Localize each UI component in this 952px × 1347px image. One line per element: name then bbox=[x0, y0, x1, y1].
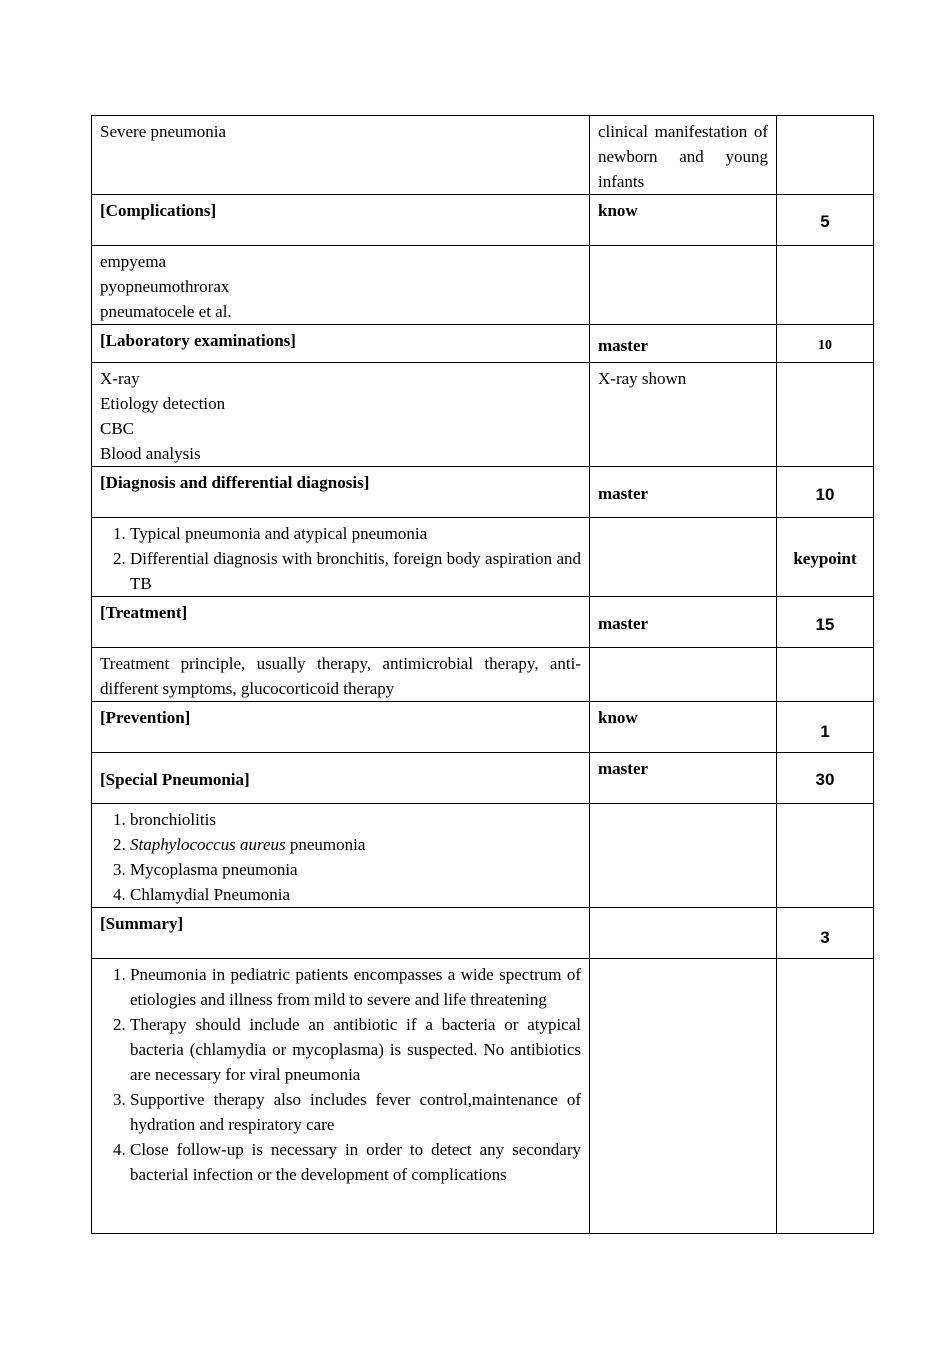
list-item: 4. Chlamydial Pneumonia bbox=[130, 882, 581, 907]
syllabus-table bbox=[91, 115, 874, 1234]
organism-name: Staphylococcus aureus bbox=[130, 835, 286, 854]
score-cell: 10 bbox=[777, 325, 874, 363]
list-item: 1. Typical pneumonia and atypical pneumonia bbox=[130, 521, 581, 546]
requirement-cell bbox=[590, 246, 777, 325]
table-row bbox=[92, 908, 874, 959]
section-heading: [Diagnosis and differential diagnosis] bbox=[92, 467, 590, 518]
section-heading: [Complications] bbox=[92, 195, 590, 246]
table-row bbox=[92, 753, 874, 804]
list-item: 3. Supportive therapy also includes fever control,maintenance of hydration and respiratory care bbox=[130, 1087, 581, 1137]
section-heading: [Special Pneumonia] bbox=[92, 753, 590, 804]
table-row bbox=[92, 702, 874, 753]
numbered-list bbox=[100, 521, 581, 596]
list-item: empyema bbox=[100, 252, 167, 271]
list-item: pneumatocele et al. bbox=[100, 302, 232, 321]
list-item: 2. Differential diagnosis with bronchitis, foreign body aspiration and TB bbox=[130, 546, 581, 596]
list-item: CBC bbox=[100, 419, 135, 438]
topic-cell bbox=[92, 518, 590, 597]
requirement-cell: clinical manifestation of newborn and young infants bbox=[590, 116, 777, 195]
table-row bbox=[92, 597, 874, 648]
requirement-cell: know bbox=[590, 702, 777, 753]
section-heading: [Prevention] bbox=[92, 702, 590, 753]
score-cell bbox=[777, 116, 874, 195]
requirement-cell: know bbox=[590, 195, 777, 246]
list-item: Etiology detection bbox=[100, 394, 226, 413]
requirement-cell: master bbox=[590, 753, 777, 804]
score-cell: 1 bbox=[777, 702, 874, 753]
topic-cell: Severe pneumonia bbox=[92, 116, 590, 195]
list-item: 2. Therapy should include an antibiotic if a bacteria or atypical bacteria (chlamydia or mycoplasma) is suspected. No antibiotics are necessary for viral pneumonia bbox=[130, 1012, 581, 1087]
table-row bbox=[92, 195, 874, 246]
score-cell: 3 bbox=[777, 908, 874, 959]
score-cell: keypoint bbox=[777, 518, 874, 597]
requirement-cell bbox=[590, 648, 777, 702]
table-row bbox=[92, 648, 874, 702]
table-row bbox=[92, 325, 874, 363]
table-row bbox=[92, 518, 874, 597]
topic-cell bbox=[92, 363, 590, 467]
list-item bbox=[130, 832, 581, 857]
topic-cell bbox=[92, 246, 590, 325]
list-item: 4. Close follow-up is necessary in order to detect any secondary bacterial infection or the development of complications bbox=[130, 1137, 581, 1187]
score-cell bbox=[777, 804, 874, 908]
list-item: Blood analysis bbox=[100, 444, 201, 463]
topic-cell bbox=[92, 804, 590, 908]
requirement-cell bbox=[590, 959, 777, 1234]
score-cell bbox=[777, 959, 874, 1234]
list-item-suffix: pneumonia bbox=[289, 835, 366, 854]
section-heading: [Treatment] bbox=[92, 597, 590, 648]
numbered-list bbox=[100, 807, 581, 907]
list-item: pyopneumothrorax bbox=[100, 277, 230, 296]
requirement-cell: master bbox=[590, 325, 777, 363]
score-cell: 5 bbox=[777, 195, 874, 246]
table-row bbox=[92, 467, 874, 518]
list-item: 1. bronchiolitis bbox=[130, 807, 581, 832]
score-cell: 15 bbox=[777, 597, 874, 648]
requirement-cell bbox=[590, 908, 777, 959]
score-cell bbox=[777, 648, 874, 702]
requirement-cell: master bbox=[590, 467, 777, 518]
topic-cell bbox=[92, 959, 590, 1234]
section-heading: [Summary] bbox=[92, 908, 590, 959]
score-cell: 30 bbox=[777, 753, 874, 804]
table-row bbox=[92, 246, 874, 325]
list-item: 1. Pneumonia in pediatric patients encompasses a wide spectrum of etiologies and illness from mild to severe and life threatening bbox=[130, 962, 581, 1012]
score-cell bbox=[777, 363, 874, 467]
topic-cell: Treatment principle, usually therapy, antimicrobial therapy, anti-different symptoms, glucocorticoid therapy bbox=[92, 648, 590, 702]
requirement-cell bbox=[590, 518, 777, 597]
table-row bbox=[92, 804, 874, 908]
list-item: 3. Mycoplasma pneumonia bbox=[130, 857, 581, 882]
section-heading: [Laboratory examinations] bbox=[92, 325, 590, 363]
requirement-cell: X-ray shown bbox=[590, 363, 777, 467]
score-cell: 10 bbox=[777, 467, 874, 518]
list-item: X-ray bbox=[100, 369, 140, 388]
table-row bbox=[92, 116, 874, 195]
requirement-cell bbox=[590, 804, 777, 908]
table-row bbox=[92, 959, 874, 1234]
score-cell bbox=[777, 246, 874, 325]
requirement-cell: master bbox=[590, 597, 777, 648]
numbered-list bbox=[100, 962, 581, 1187]
table-row bbox=[92, 363, 874, 467]
